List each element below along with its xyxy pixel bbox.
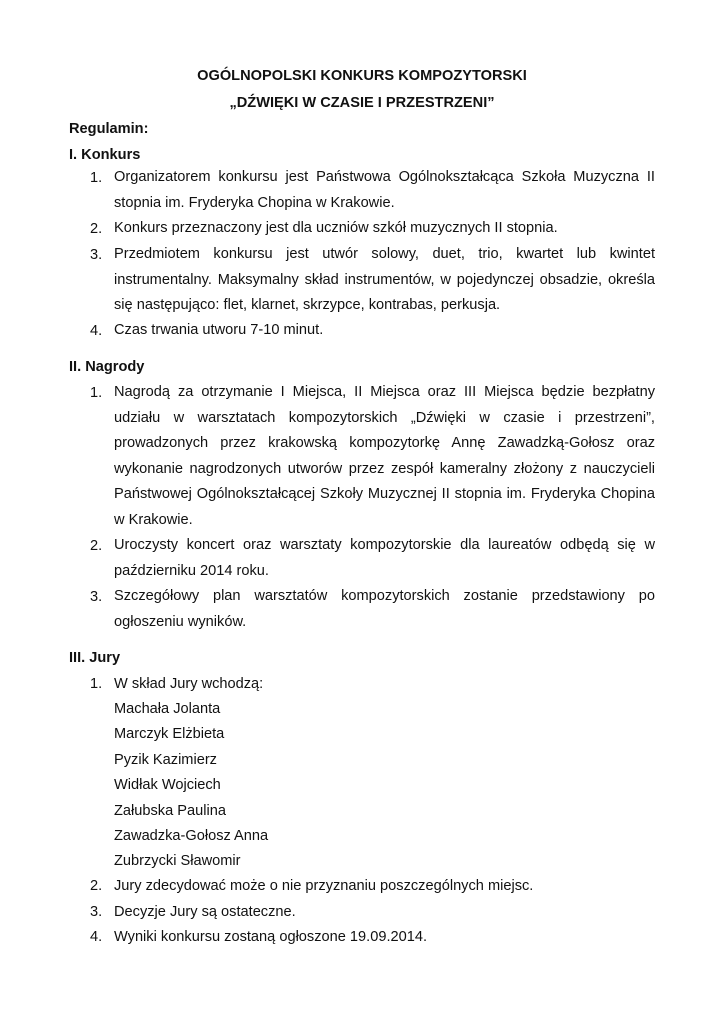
list-item: Przedmiotem konkursu jest utwór solowy, duet, trio, kwartet lub kwintet instrumentalny. Maksymalny skład instrumentów, w pojedynczej obsadzie, określa się następująco: flet, klarnet, skrzypce, kontrabas, perkusja. — [114, 246, 655, 314]
document-title: OGÓLNOPOLSKI KONKURS KOMPOZYTORSKI — [197, 68, 527, 84]
section-nagrody-heading: II. Nagrody — [69, 359, 145, 375]
list-number: 3. — [90, 904, 103, 920]
list-number: 1. — [90, 676, 103, 692]
list-item: Wyniki konkursu zostaną ogłoszone 19.09.2014. — [114, 929, 428, 945]
list-number: 1. — [90, 170, 103, 186]
list-number: 2. — [90, 221, 103, 237]
jury-member: Zawadzka-Gołosz Anna — [114, 828, 269, 844]
document-subtitle: „DŹWIĘKI W CZASIE I PRZESTRZENI” — [229, 95, 495, 111]
list-item: Jury zdecydować może o nie przyznaniu poszczególnych miejsc. — [114, 878, 534, 894]
list-item: Decyzje Jury są ostateczne. — [114, 904, 296, 920]
jury-member: Widłak Wojciech — [114, 777, 221, 793]
list-number: 2. — [90, 878, 103, 894]
list-number: 2. — [90, 538, 103, 554]
list-item: Czas trwania utworu 7-10 minut. — [114, 322, 324, 338]
list-number: 3. — [90, 589, 103, 605]
jury-member: Pyzik Kazimierz — [114, 752, 217, 768]
section-jury-heading: III. Jury — [69, 650, 121, 666]
list-item: Uroczysty koncert oraz warsztaty kompozytorskie dla laureatów odbędą się w październiku 2014 roku. — [114, 537, 655, 579]
list-number: 4. — [90, 929, 103, 945]
list-item: Nagrodą za otrzymanie I Miejsca, II Miejsca oraz III Miejsca będzie bezpłatny udziału w warsztatach kompozytorskich „Dźwięki w czasie i przestrzeni”, prowadzonych przez krakowską kompozytorkę Annę Zawadzką-Gołosz oraz wykonanie nagrodzonych utworów przez zespół kameralny złożony z nauczycieli Państwowej Ogólnokształcącej Szkoły Muzycznej II stopnia im. Fryderyka Chopina w Krakowie. — [114, 384, 655, 528]
jury-member: Zubrzycki Sławomir — [114, 853, 241, 869]
list-number: 3. — [90, 247, 103, 263]
list-item: Szczegółowy plan warsztatów kompozytorskich zostanie przedstawiony po ogłoszeniu wyników. — [114, 588, 655, 630]
jury-member: Marczyk Elżbieta — [114, 726, 225, 742]
list-item: Organizatorem konkursu jest Państwowa Ogólnokształcąca Szkoła Muzyczna II stopnia im. Fryderyka Chopina w Krakowie. — [114, 169, 655, 211]
section-konkurs-heading: I. Konkurs — [69, 147, 141, 163]
jury-member: Załubska Paulina — [114, 803, 226, 819]
list-item: W skład Jury wchodzą: — [114, 676, 264, 692]
list-number: 4. — [90, 323, 103, 339]
regulamin-heading: Regulamin: — [69, 121, 149, 137]
jury-member: Machała Jolanta — [114, 701, 221, 717]
list-item: Konkurs przeznaczony jest dla uczniów szkół muzycznych II stopnia. — [114, 220, 558, 236]
list-number: 1. — [90, 385, 103, 401]
